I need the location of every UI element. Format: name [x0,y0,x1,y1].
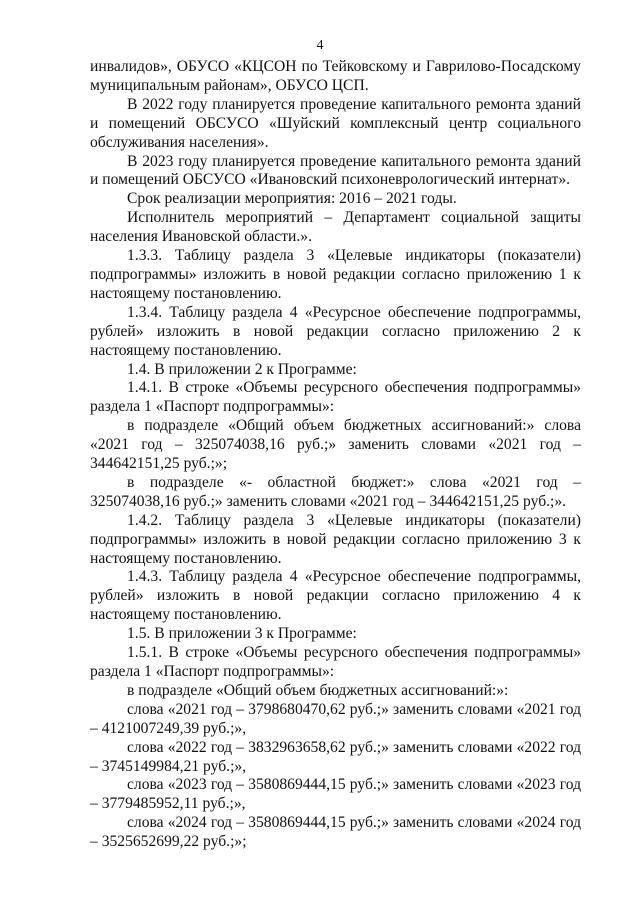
paragraph: в подразделе «Общий объем бюджетных ассигнований:»: [127,681,509,699]
paragraph: В 2022 году планируется проведение капитального ремонта зданий и помещений ОБСУСО «Шуйский комплексный центр социального обслуживания населения». [90,95,581,151]
paragraph: 1.5. В приложении 3 к Программе: [127,625,357,643]
paragraph: В 2023 году планируется проведение капитального ремонта зданий и помещений ОБСУСО «Ивановский психоневрологический интернат». [90,152,581,189]
paragraph: в подразделе «Общий объем бюджетных ассигнований:» слова «2021 год – 325074038,16 руб.;» заменить словами «2021 год – 344642151,25 руб.;»; [90,417,581,473]
paragraph: Исполнитель мероприятий – Департамент социальной защиты населения Ивановской области.». [90,209,581,246]
paragraph: слова «2022 год – 3832963658,62 руб.;» заменить словами «2022 год – 3745149984,21 руб.;», [90,738,581,775]
paragraph: в подразделе «- областной бюджет:» слова «2021 год – 325074038,16 руб.;» заменить словами «2021 год – 344642151,25 руб.;». [90,473,581,510]
paragraph: 1.4. В приложении 2 к Программе: [127,360,357,378]
paragraph: 1.4.2. Таблицу раздела 3 «Целевые индикаторы (показатели) подпрограммы» изложить в новой редакции согласно приложению 3 к настоящему постановлению. [90,511,581,567]
paragraph: 1.3.4. Таблицу раздела 4 «Ресурсное обеспечение подпрограммы, рублей» изложить в новой редакции согласно приложению 2 к настоящему постановлению. [90,303,581,359]
paragraph: 1.3.3. Таблицу раздела 3 «Целевые индикаторы (показатели) подпрограммы» изложить в новой редакции согласно приложению 1 к настоящему постановлению. [90,247,581,302]
paragraph: 1.4.3. Таблицу раздела 4 «Ресурсное обеспечение подпрограммы, рублей» изложить в новой редакции согласно приложению 4 к настоящему постановлению. [90,568,581,624]
paragraph: 1.5.1. В строке «Объемы ресурсного обеспечения подпрограммы» раздела 1 «Паспорт подпрограммы»: [90,644,581,680]
paragraph: инвалидов», ОБУСО «КЦСОН по Тейковскому и Гаврилово-Посадскому муниципальным районам», ОБУСО ЦСП. [90,58,581,94]
page-number: 4 [316,38,324,53]
paragraph: слова «2021 год – 3798680470,62 руб.;» заменить словами «2021 год – 4121007249,39 руб.;», [90,700,581,737]
paragraph: 1.4.1. В строке «Объемы ресурсного обеспечения подпрограммы» раздела 1 «Паспорт подпрограммы»: [90,379,581,416]
paragraph: Срок реализации мероприятия: 2016 – 2021 годы. [127,190,457,208]
document-body [90,58,581,852]
paragraph: слова «2024 год – 3580869444,15 руб.;» заменить словами «2024 год – 3525652699,22 руб.;»; [90,814,581,851]
paragraph: слова «2023 год – 3580869444,15 руб.;» заменить словами «2023 год – 3779485952,11 руб.;», [90,776,581,813]
